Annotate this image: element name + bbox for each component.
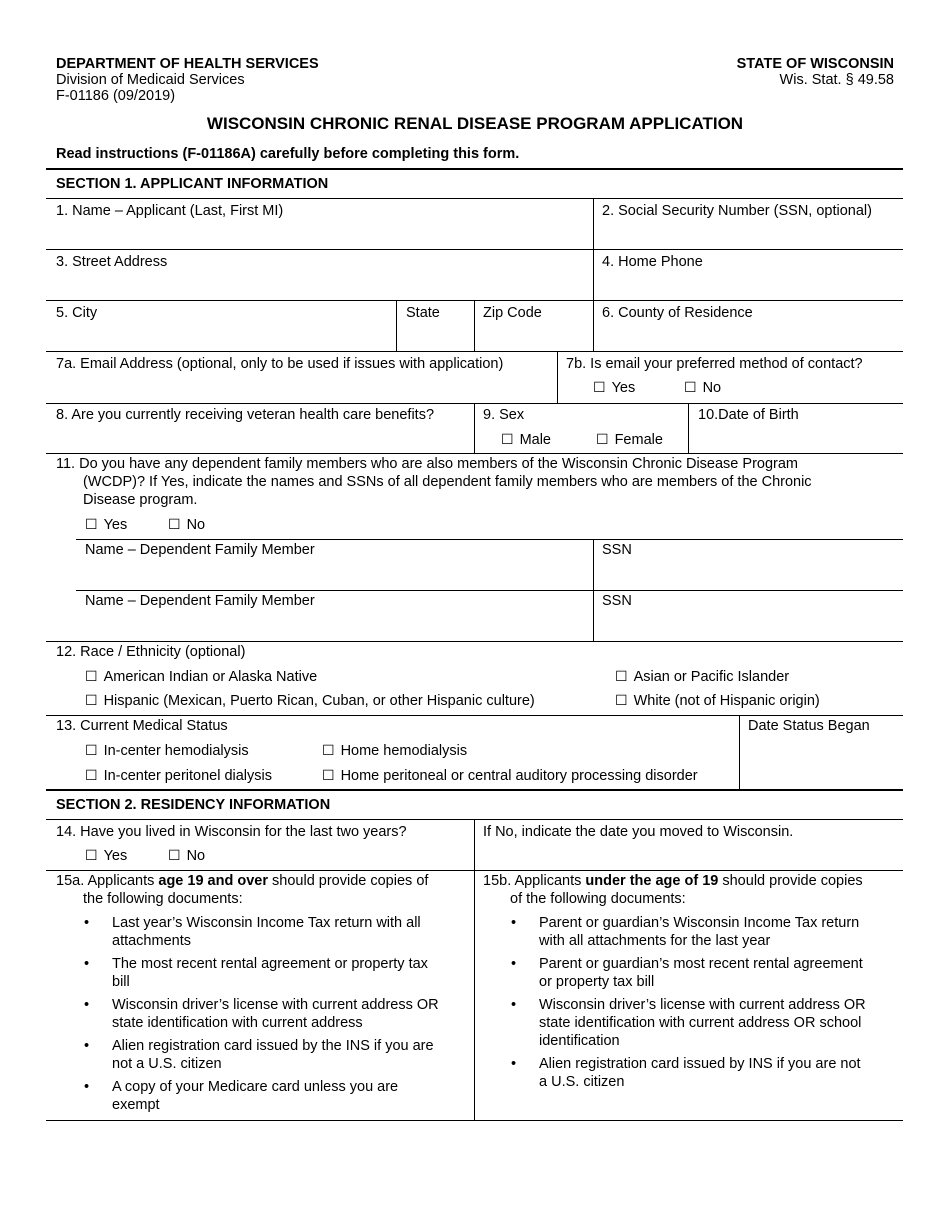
form-title: WISCONSIN CHRONIC RENAL DISEASE PROGRAM APPLICATION xyxy=(206,114,744,133)
statute: Wis. Stat. § 49.58 xyxy=(779,72,894,88)
dependent-ssn-label: SSN xyxy=(602,542,632,558)
race-american-indian-checkbox[interactable] xyxy=(85,667,317,686)
bullet-icon: • xyxy=(84,1038,90,1054)
checkbox-icon: ☐ xyxy=(322,767,335,783)
dependent-question-line3: Disease program. xyxy=(83,492,198,508)
checkbox-icon: ☐ xyxy=(85,767,98,783)
bullet-icon: • xyxy=(84,915,90,931)
checkbox-label: Male xyxy=(519,432,551,448)
list-item-line: A copy of your Medicare card unless you are xyxy=(112,1079,399,1095)
list-item xyxy=(483,914,903,950)
dependent-question-line2: (WCDP)? If Yes, indicate the names and SSNs of all dependent family members who are members of the Chronic xyxy=(83,474,812,490)
medical-status-label: 13. Current Medical Status xyxy=(56,718,228,734)
dob-label: 10.Date of Birth xyxy=(698,407,799,423)
checkbox-icon: ☐ xyxy=(322,742,335,758)
list-item-line: Alien registration card issued by the INS if you are xyxy=(112,1038,434,1054)
bullet-icon: • xyxy=(511,997,517,1013)
list-item-line: Alien registration card issued by INS if you are not xyxy=(539,1056,861,1072)
bullet-icon: • xyxy=(511,915,517,931)
list-item-line: exempt xyxy=(112,1097,160,1113)
race-asian-checkbox[interactable] xyxy=(615,667,789,686)
list-item-line: or property tax bill xyxy=(539,974,655,990)
sex-label: 9. Sex xyxy=(483,407,525,423)
dependent-name-label: Name – Dependent Family Member xyxy=(85,593,315,609)
docs-adult-suffix: should provide copies of xyxy=(268,873,429,889)
list-item xyxy=(56,914,474,950)
email-preferred-label: 7b. Is email your preferred method of contact? xyxy=(566,356,863,372)
docs-adult-line2: the following documents: xyxy=(83,891,243,907)
sex-female-checkbox[interactable] xyxy=(596,430,663,449)
list-item-line: state identification with current address OR school xyxy=(539,1015,862,1031)
checkbox-label: Yes xyxy=(103,848,128,864)
dependent-question-line1: 11. Do you have any dependent family members who are also members of the Wisconsin Chronic Disease Program xyxy=(56,456,798,472)
sex-male-checkbox[interactable] xyxy=(501,430,551,449)
date-status-began-label: Date Status Began xyxy=(748,718,870,734)
docs-minor-suffix: should provide copies xyxy=(718,873,863,889)
checkbox-label: Asian or Pacific Islander xyxy=(633,669,790,685)
bullet-icon: • xyxy=(511,956,517,972)
list-item xyxy=(56,955,474,991)
checkbox-icon: ☐ xyxy=(684,379,697,395)
medical-home-hemo-checkbox[interactable] xyxy=(322,741,467,760)
email-label: 7a. Email Address (optional, only to be used if issues with application) xyxy=(56,356,504,372)
state-name: STATE OF WISCONSIN xyxy=(736,56,894,72)
checkbox-icon: ☐ xyxy=(85,516,98,532)
section1-heading: SECTION 1. APPLICANT INFORMATION xyxy=(56,176,329,192)
dependent-yes-checkbox[interactable] xyxy=(85,515,127,534)
checkbox-icon: ☐ xyxy=(85,742,98,758)
checkbox-label: Home peritoneal or central auditory processing disorder xyxy=(340,768,698,784)
checkbox-label: Hispanic (Mexican, Puerto Rican, Cuban, or other Hispanic culture) xyxy=(103,693,535,709)
list-item xyxy=(483,955,903,991)
street-address-label: 3. Street Address xyxy=(56,254,168,270)
list-item-line: Parent or guardian’s Wisconsin Income Tax return xyxy=(539,915,860,931)
checkbox-icon: ☐ xyxy=(85,847,98,863)
list-item xyxy=(483,1055,903,1091)
move-date-label: If No, indicate the date you moved to Wisconsin. xyxy=(483,824,794,840)
zip-label: Zip Code xyxy=(483,305,542,321)
state-label: State xyxy=(406,305,440,321)
docs-adult-prefix: 15a. Applicants xyxy=(56,873,159,889)
checkbox-label: Female xyxy=(614,432,663,448)
checkbox-label: No xyxy=(186,517,206,533)
docs-minor-list xyxy=(483,914,903,1096)
list-item-line: state identification with current address xyxy=(112,1015,363,1031)
email-preferred-yes-checkbox[interactable] xyxy=(593,378,635,397)
docs-minor-heading xyxy=(483,872,898,908)
checkbox-icon: ☐ xyxy=(501,431,514,447)
checkbox-label: No xyxy=(702,380,722,396)
medical-incenter-hemo-checkbox[interactable] xyxy=(85,741,249,760)
home-phone-label: 4. Home Phone xyxy=(602,254,703,270)
checkbox-icon: ☐ xyxy=(85,692,98,708)
checkbox-label: Yes xyxy=(611,380,636,396)
list-item-line: bill xyxy=(112,974,130,990)
docs-adult-bold: age 19 and over xyxy=(158,873,268,889)
dependent-name-label: Name – Dependent Family Member xyxy=(85,542,315,558)
docs-adult-list xyxy=(56,914,474,1119)
race-hispanic-checkbox[interactable] xyxy=(85,691,535,710)
docs-adult-heading xyxy=(56,872,466,908)
checkbox-icon: ☐ xyxy=(168,516,181,532)
dependent-question xyxy=(56,455,812,509)
checkbox-icon: ☐ xyxy=(615,692,628,708)
bullet-icon: • xyxy=(84,997,90,1013)
medical-home-peritoneal-checkbox[interactable] xyxy=(322,766,698,785)
list-item-line: identification xyxy=(539,1033,620,1049)
email-preferred-no-checkbox[interactable] xyxy=(684,378,721,397)
lived-no-checkbox[interactable] xyxy=(168,846,205,865)
list-item-line: not a U.S. citizen xyxy=(112,1056,222,1072)
docs-minor-prefix: 15b. Applicants xyxy=(483,873,586,889)
bullet-icon: • xyxy=(84,956,90,972)
list-item xyxy=(56,996,474,1032)
list-item xyxy=(483,996,903,1050)
checkbox-label: No xyxy=(186,848,206,864)
list-item-line: Last year’s Wisconsin Income Tax return with all xyxy=(112,915,421,931)
checkbox-label: In-center hemodialysis xyxy=(103,743,249,759)
list-item-line: Wisconsin driver’s license with current address OR xyxy=(112,997,439,1013)
county-label: 6. County of Residence xyxy=(602,305,753,321)
ssn-label: 2. Social Security Number (SSN, optional) xyxy=(602,203,872,219)
division-name: Division of Medicaid Services xyxy=(56,72,245,88)
list-item-line: with all attachments for the last year xyxy=(539,933,771,949)
list-item xyxy=(56,1078,474,1114)
race-white-checkbox[interactable] xyxy=(615,691,820,710)
checkbox-label: Home hemodialysis xyxy=(340,743,468,759)
checkbox-label: In-center peritonel dialysis xyxy=(103,768,273,784)
list-item-line: The most recent rental agreement or property tax xyxy=(112,956,428,972)
bullet-icon: • xyxy=(511,1056,517,1072)
bullet-icon: • xyxy=(84,1079,90,1095)
city-label: 5. City xyxy=(56,305,98,321)
checkbox-icon: ☐ xyxy=(168,847,181,863)
checkbox-label: White (not of Hispanic origin) xyxy=(633,693,820,709)
lived-yes-checkbox[interactable] xyxy=(85,846,127,865)
list-item-line: a U.S. citizen xyxy=(539,1074,625,1090)
race-label: 12. Race / Ethnicity (optional) xyxy=(56,644,246,660)
instructions-note: Read instructions (F-01186A) carefully before completing this form. xyxy=(56,146,520,162)
checkbox-icon: ☐ xyxy=(593,379,606,395)
list-item-line: Wisconsin driver’s license with current address OR xyxy=(539,997,866,1013)
form-id: F-01186 (09/2019) xyxy=(56,88,176,104)
medical-incenter-peritoneal-checkbox[interactable] xyxy=(85,766,272,785)
list-item xyxy=(56,1037,474,1073)
checkbox-icon: ☐ xyxy=(596,431,609,447)
checkbox-label: Yes xyxy=(103,517,128,533)
docs-minor-bold: under the age of 19 xyxy=(585,873,719,889)
section2-heading: SECTION 2. RESIDENCY INFORMATION xyxy=(56,797,331,813)
dependent-no-checkbox[interactable] xyxy=(168,515,205,534)
list-item-line: attachments xyxy=(112,933,191,949)
dependent-ssn-label: SSN xyxy=(602,593,632,609)
checkbox-icon: ☐ xyxy=(615,668,628,684)
department-name: DEPARTMENT OF HEALTH SERVICES xyxy=(56,56,319,72)
applicant-name-label: 1. Name – Applicant (Last, First MI) xyxy=(56,203,284,219)
docs-minor-line2: of the following documents: xyxy=(510,891,686,907)
checkbox-label: American Indian or Alaska Native xyxy=(103,669,318,685)
veteran-benefits-label: 8. Are you currently receiving veteran health care benefits? xyxy=(56,407,435,423)
lived-two-years-label: 14. Have you lived in Wisconsin for the last two years? xyxy=(56,824,407,840)
checkbox-icon: ☐ xyxy=(85,668,98,684)
list-item-line: Parent or guardian’s most recent rental agreement xyxy=(539,956,863,972)
